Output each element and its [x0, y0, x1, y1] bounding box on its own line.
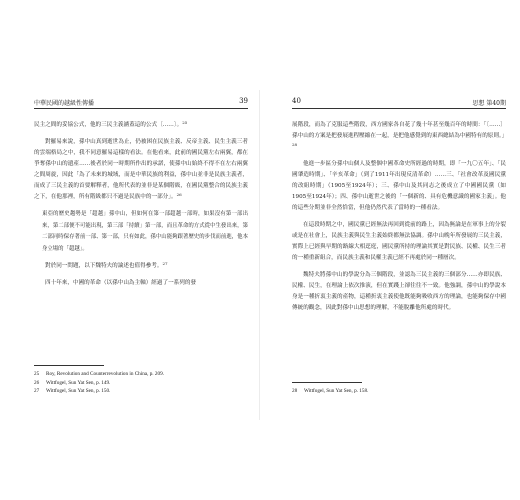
header-rule — [292, 108, 506, 109]
paragraph: 在這段時期之中，國民黨已經無法再回到從前的路上，因為無論是在軍事上的分裂或是在社會上，民族主義與民生主義始終都無法協調。孫中山晚年所發展的三民主義，實際上已經與早期的路線大相逕庭，國民黨所持的理論其實是對民族、民權、民生三者的一種重新組合，而民族主義和民權主義已經不再處於同一種層次。 — [292, 222, 506, 261]
right-footnotes — [292, 382, 506, 396]
footnote: 26 Wittfogel, Sun Yat Sen, p. 149. — [34, 379, 111, 386]
left-page-number: 39 — [239, 97, 248, 105]
footnote: 27 Wittfogel, Sun Yat Sen, p. 150. — [34, 388, 111, 395]
right-page-number: 40 — [292, 97, 301, 105]
footnote: 28 Wittfogel, Sun Yat Sen, p. 158. — [292, 388, 369, 395]
right-body-text — [292, 120, 506, 320]
paragraph: 魏特夫將孫中山的學說分為三個階段，並認為三民主義的三個部分……亦即民族、民權、民生，在理論上依次推演，但在實踐上卻往往不一致。他強調，孫中山的學說本身是一種折衷主義的產物，這種折衷主義使他既能夠吸收西方的理論，也能夠保存中國傳統的觀念，因此對孫中山思想的理解，不能脫離他所處的時代。 — [292, 272, 506, 311]
footnote: 25 Roy, Revolution and Counterrevolution in China, p. 209. — [34, 371, 164, 378]
paragraph: 對羅易來說，孫中山真到逝世為止，仍被困在民族主義、反帝主義、民生主義三者的雲端格局之中，我不同意羅易這樣的看法。在他看來，此前的國民黨左右兩翼，都在爭奪孫中山的遺產……後者於同一時期所作出的承諾，使孫中山始終不得不在左右兩翼之間周旋，因此「為了未來的城域，而是中華民族的利益，孫中山並非是民族主義者，而成了三民主義的首要解釋者，他所代表的並非是某個階級，在國民黨整合的民族主義之下，在他那裡，所有階級都只不過是民族中的一部分」。$^{26}$ — [34, 139, 248, 200]
left-footnotes — [34, 365, 248, 396]
paragraph: 民主之間的妥協公式，他的三民主義涵蓋這的公式〔……〕。$^{25}$ — [34, 120, 188, 128]
header-rule — [34, 108, 248, 109]
right-running-header — [292, 96, 506, 108]
paragraph: 展階段，而為了克服這些階段，西方國家各自花了幾十年甚至幾百年的時間：「〔……〕孫中山的方案是把發展進程壓縮在一起，是把他感覺到的東西總結為中國特有的原則。」$^{28}$ — [292, 122, 508, 147]
block-quote: 東亞的歷史趨勢是「超越」孫中山，但如何在第一部超越一部時，如果沒有第一部出來，第二部便不可能出現，第三部「持續」第一部，而且革命的方式從中生發出來，第二部同時保存著前一部、第一部，只有如此，孫中山能夠跟著歷史的步伐而前進，他本身立場的「超越」。 — [42, 211, 248, 252]
book-gutter — [259, 90, 260, 420]
footnote-separator — [292, 382, 362, 383]
paragraph: 四十年來，中國的革命（以孫中山為主軸）經過了一系列的發 — [45, 280, 197, 286]
left-header-title: 中華民國的越級性傳播 — [34, 100, 95, 107]
left-body-text — [34, 120, 248, 295]
right-page — [292, 96, 506, 416]
paragraph: 對於同一問題，以下魏特夫的論述也值得參考。$^{27}$ — [45, 261, 168, 269]
right-header-title: 思想 第40期 — [472, 100, 506, 107]
footnote-separator — [34, 365, 104, 366]
paragraph: 他進一步區分孫中山個人及整個中國革命史所經過的時期，即「一九〇五年」、「民國肇造時期」、「辛亥革命」（到了1911年出現反清革命）……三、「社會改革及國民黨的改組時期」（1905至1924年）；三、孫中山及其同志之後成立了中國國民黨（如1905至1924年）；四、孫中山逝世之後的「一個新的、具有危機意識的國家主義」。他的這些分期並非全然恰當，但他仍然代表了當時的一種看法。 — [292, 161, 506, 211]
left-page — [34, 96, 248, 416]
left-running-header — [34, 96, 248, 108]
